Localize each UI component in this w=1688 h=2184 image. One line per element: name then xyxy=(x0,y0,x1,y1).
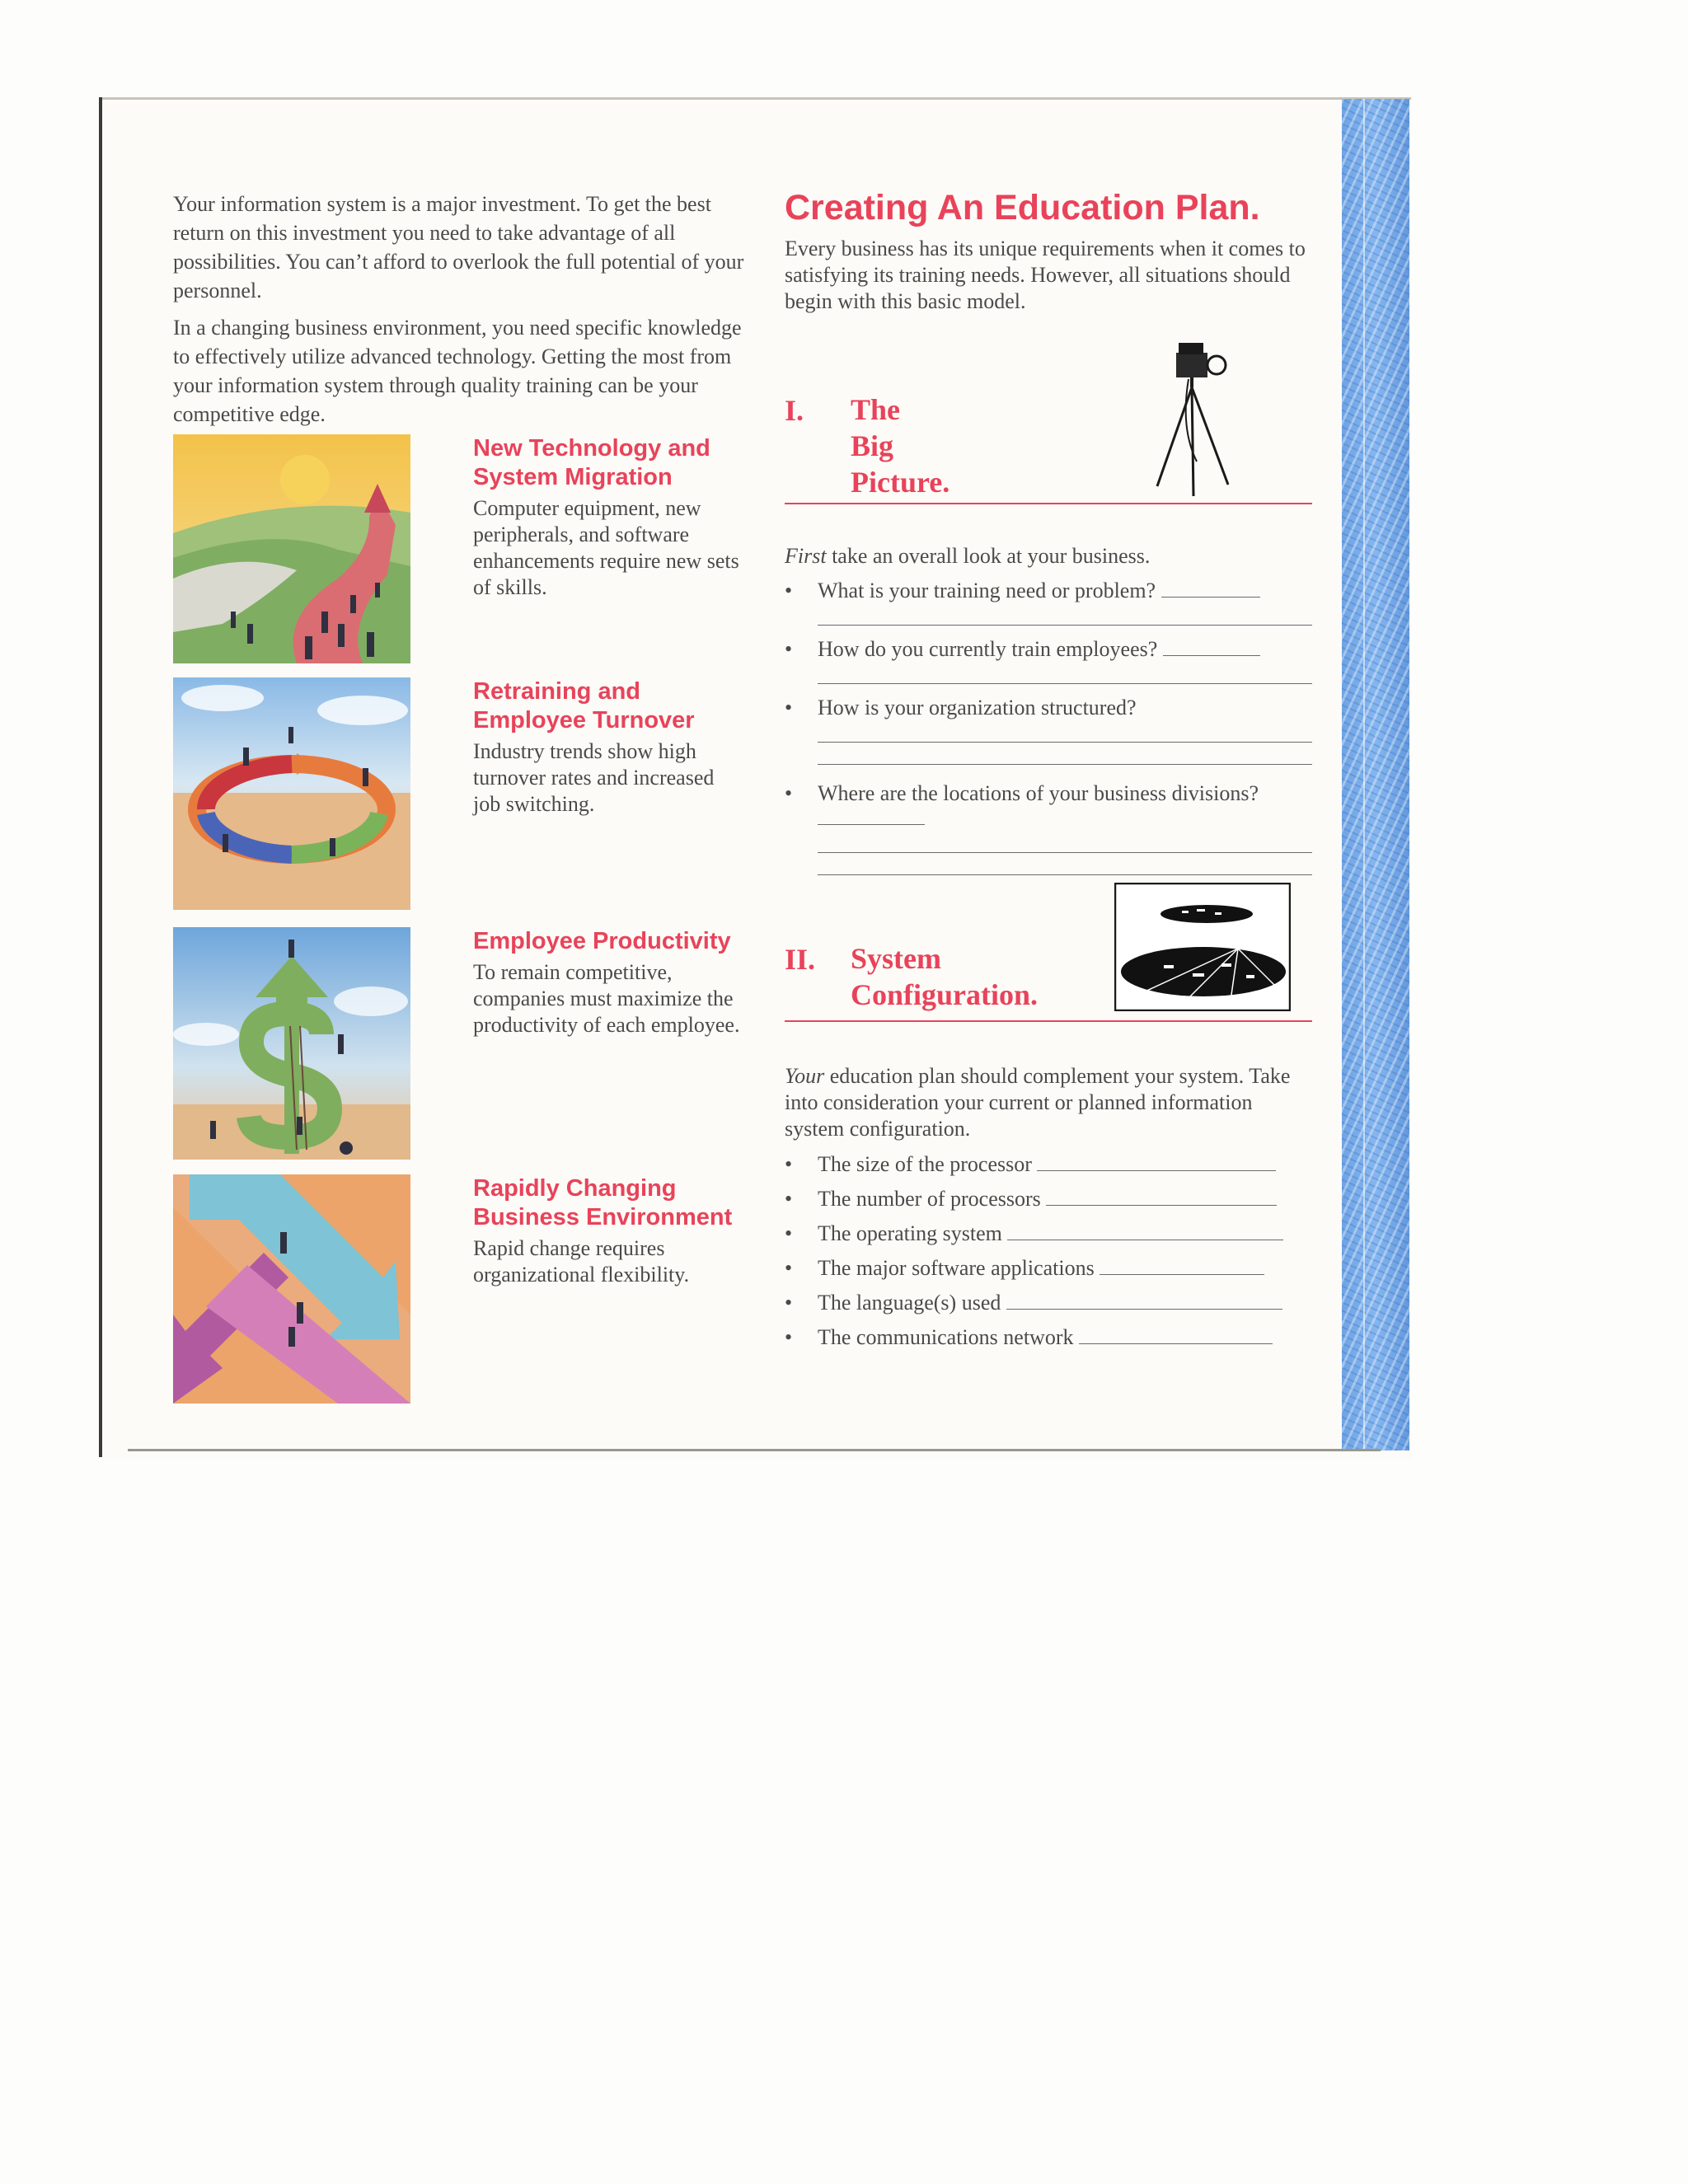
section-title-line: System xyxy=(851,942,941,975)
feature-text xyxy=(473,434,745,601)
feature-body: Rapid change requires organizational flexibility. xyxy=(473,1236,690,1286)
bullet-icon: • xyxy=(785,696,793,719)
page-spine xyxy=(99,97,102,1457)
intro-paragraph-2: In a changing business environment, you need specific knowledge to effectively utilize advanced technology. Getting the most from your information system through quality training can be your competitive edge. xyxy=(173,316,742,426)
answer-line[interactable] xyxy=(818,662,1312,684)
config-item xyxy=(785,1256,1312,1281)
feature-text xyxy=(473,1174,745,1288)
bullet-icon: • xyxy=(785,1325,793,1349)
answer-blank[interactable] xyxy=(1161,579,1260,598)
lead-word: Your xyxy=(785,1064,825,1088)
answer-blank[interactable] xyxy=(1163,637,1260,656)
question-text: How is your organization structured? xyxy=(818,696,1137,719)
lead-word: First xyxy=(785,544,827,568)
intro-paragraph-1: Your information system is a major investment. To get the best return on this investment you need to take advantage of all possibilities. You can’t afford to overlook the full potential of your personnel. xyxy=(173,192,744,302)
section-title xyxy=(851,940,1038,1013)
config-item-text: The language(s) used xyxy=(818,1291,1001,1315)
crossing-arrows-illustration xyxy=(173,1174,410,1404)
config-item xyxy=(785,1221,1312,1246)
section-lead xyxy=(785,544,1312,569)
config-item-text: The major software applications xyxy=(818,1256,1095,1280)
lead-text: take an overall look at your business. xyxy=(826,544,1151,568)
answer-line[interactable] xyxy=(818,720,1312,743)
bullet-icon: • xyxy=(785,1221,793,1245)
answer-line[interactable] xyxy=(818,743,1312,765)
section-numeral: II. xyxy=(785,943,816,976)
question-item xyxy=(785,579,1312,603)
config-item xyxy=(785,1291,1312,1315)
config-item xyxy=(785,1152,1312,1177)
config-item-text: The communications network xyxy=(818,1325,1074,1349)
answer-blank[interactable] xyxy=(818,806,925,825)
system-config-items xyxy=(785,1063,1312,1360)
answer-blank[interactable] xyxy=(1006,1291,1282,1310)
question-text: What is your training need or problem? xyxy=(818,579,1156,602)
question-text: Where are the locations of your business divisions? xyxy=(818,781,1259,805)
answer-blank[interactable] xyxy=(1046,1187,1277,1206)
section-title xyxy=(851,391,950,500)
section-title-line: Configuration. xyxy=(851,978,1039,1011)
question-text: How do you currently train employees? xyxy=(818,637,1158,661)
feature-text xyxy=(473,677,745,818)
bullet-icon: • xyxy=(785,637,793,661)
feature-title: New Technology and System Migration xyxy=(473,435,710,490)
section-numeral: I. xyxy=(785,394,804,427)
education-plan-column xyxy=(785,188,1312,315)
camera-on-tripod-icon xyxy=(1147,338,1238,503)
bullet-icon: • xyxy=(785,1256,793,1280)
bullet-icon: • xyxy=(785,781,793,805)
answer-blank[interactable] xyxy=(1100,1256,1264,1275)
config-item-text: The size of the processor xyxy=(818,1152,1032,1176)
big-picture-questions xyxy=(785,544,1312,875)
answer-blank[interactable] xyxy=(1037,1152,1276,1171)
question-item xyxy=(785,637,1312,662)
feature-title: Retraining and Employee Turnover xyxy=(473,678,695,733)
config-item-text: The operating system xyxy=(818,1221,1002,1245)
page-title: Creating An Education Plan. xyxy=(785,188,1260,227)
feature-text xyxy=(473,927,745,1038)
feature-retraining xyxy=(173,677,767,912)
lead-text: education plan should complement your system. Take into consideration your current or planned information system configuration. xyxy=(785,1064,1291,1141)
answer-blank[interactable] xyxy=(1079,1325,1273,1344)
section-lead xyxy=(785,1063,1312,1142)
answer-line[interactable] xyxy=(818,603,1312,626)
road-to-sunrise-illustration xyxy=(173,434,410,663)
page-bottom-edge xyxy=(128,1449,1381,1451)
config-item xyxy=(785,1325,1312,1350)
section-big-picture-header xyxy=(785,334,1312,504)
question-item xyxy=(785,781,1312,831)
feature-body: Computer equipment, new peripherals, and software enhancements require new sets of skills. xyxy=(473,496,739,599)
section-title-line: Big xyxy=(851,429,894,462)
answer-blank[interactable] xyxy=(1007,1221,1283,1240)
intro-text xyxy=(173,190,750,437)
feature-productivity xyxy=(173,927,767,1162)
bullet-icon: • xyxy=(785,1152,793,1176)
disk-platters-icon xyxy=(1114,883,1291,1011)
feature-rapid-change xyxy=(173,1174,767,1409)
plan-intro: Every business has its unique requirements when it comes to satisfying its training needs. However, all situations should begin with this basic model. xyxy=(785,237,1306,313)
bullet-icon: • xyxy=(785,579,793,602)
feature-title: Employee Productivity xyxy=(473,928,731,954)
feature-body: To remain competitive, companies must maximize the productivity of each employee. xyxy=(473,960,740,1037)
config-item-text: The number of processors xyxy=(818,1187,1041,1211)
feature-new-technology xyxy=(173,434,767,665)
answer-line[interactable] xyxy=(818,853,1312,875)
config-item xyxy=(785,1187,1312,1212)
dollar-sign-illustration xyxy=(173,927,410,1160)
feature-body: Industry trends show high turnover rates and increased job switching. xyxy=(473,739,715,816)
circular-arrows-illustration xyxy=(173,677,410,910)
bullet-icon: • xyxy=(785,1291,793,1315)
feature-title: Rapidly Changing Business Environment xyxy=(473,1175,733,1230)
section-system-config-header xyxy=(785,880,1312,1022)
section-title-line: Picture. xyxy=(851,466,950,499)
question-item xyxy=(785,696,1312,720)
section-title-line: The xyxy=(851,393,901,426)
blue-page-edge xyxy=(1342,99,1409,1451)
bullet-icon: • xyxy=(785,1187,793,1211)
answer-line[interactable] xyxy=(818,831,1312,853)
